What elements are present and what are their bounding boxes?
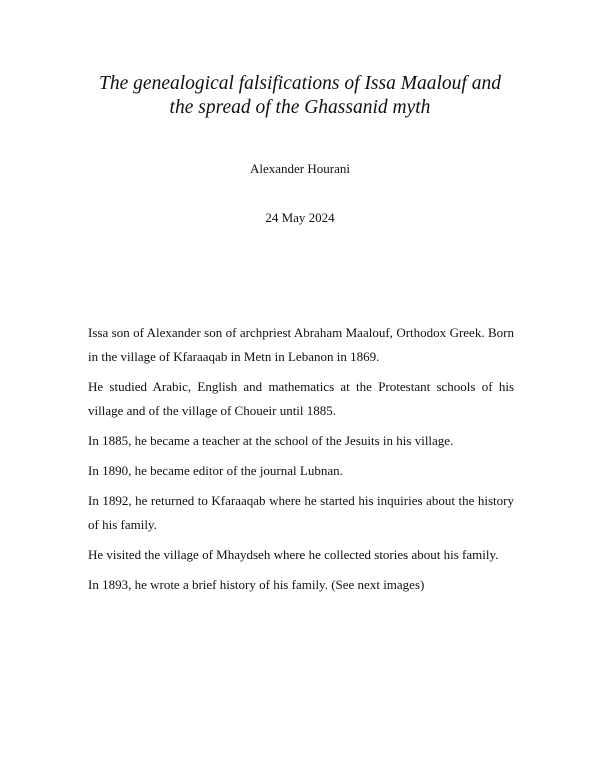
paragraph: In 1893, he wrote a brief history of his family. (See next images) [88, 577, 425, 592]
author-name: Alexander Hourani [250, 161, 350, 176]
title-line-2: the spread of the Ghassanid myth [169, 97, 431, 118]
paragraph: He studied Arabic, English and mathematics at the Protestant schools of his village and of the village of Choueir until 1885. [88, 379, 514, 418]
paragraph: In 1890, he became editor of the journal Lubnan. [88, 463, 343, 478]
publication-date: 24 May 2024 [265, 210, 335, 225]
paragraph: In 1892, he returned to Kfaraaqab where he started his inquiries about the history of his family. [88, 493, 514, 532]
paragraph: Issa son of Alexander son of archpriest Abraham Maalouf, Orthodox Greek. Born in the village of Kfaraaqab in Metn in Lebanon in 1869. [88, 325, 514, 364]
document-body [88, 321, 514, 603]
document-title [60, 72, 540, 120]
title-line-1: The genealogical falsifications of Issa Maalouf and [99, 73, 501, 94]
paragraph: In 1885, he became a teacher at the school of the Jesuits in his village. [88, 433, 454, 448]
paragraph: He visited the village of Mhaydseh where he collected stories about his family. [88, 547, 499, 562]
